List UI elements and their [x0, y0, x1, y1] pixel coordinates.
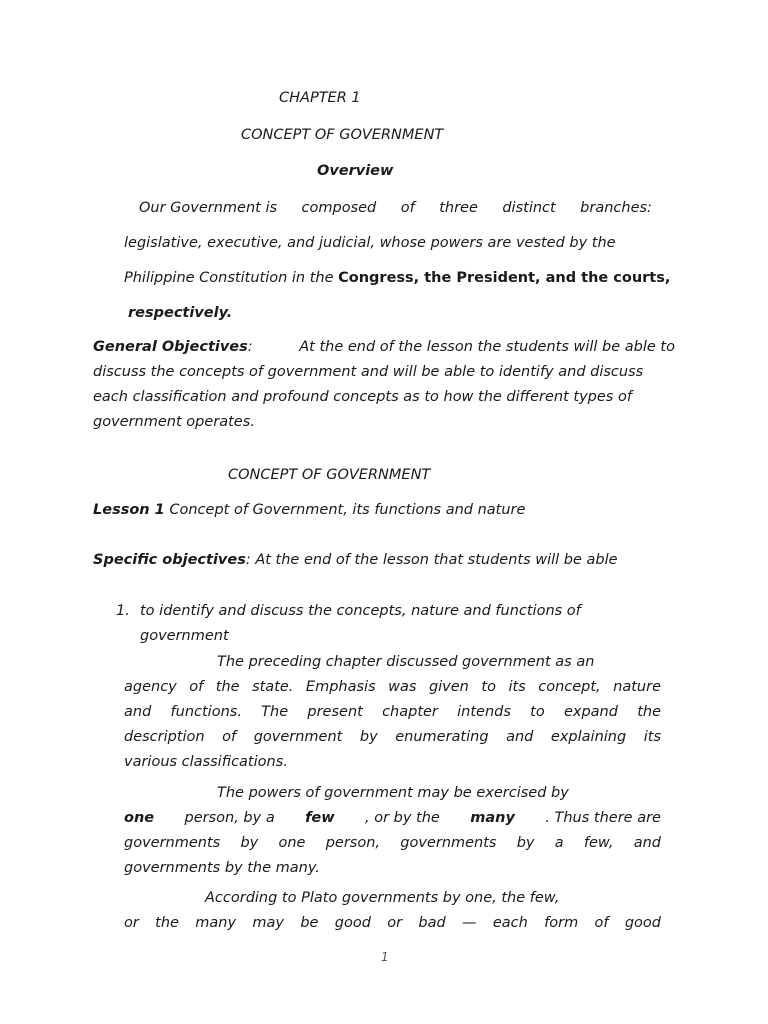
general-objectives-line-4: government operates. [93, 414, 255, 430]
general-objectives-line-2: discuss the concepts of government and will be able to identify and discuss [93, 364, 644, 380]
chapter-title: CONCEPT OF GOVERNMENT [241, 127, 444, 143]
emphasis-few: few [305, 810, 335, 826]
specific-objectives-text: : At the end of the lesson that students will be able [245, 552, 618, 568]
overview-word: distinct [502, 200, 556, 216]
specific-objectives-line [93, 550, 618, 570]
list-item-number: 1. [116, 603, 130, 619]
paragraph1-line-1: The preceding chapter discussed government as an [217, 654, 595, 670]
overview-line-2: legislative, executive, and judicial, whose powers are vested by the [124, 235, 616, 251]
overview-word: branches: [580, 200, 652, 216]
paragraph2-line-2 [124, 808, 661, 828]
paragraph1-line-3: and functions. The present chapter intends to expand the [124, 704, 661, 720]
lesson-line [93, 500, 525, 520]
overview-word: of [400, 200, 415, 216]
overview-word: three [439, 200, 478, 216]
overview-branches: Congress, the President, and the courts, [338, 270, 671, 286]
paragraph1-line-2: agency of the state. Emphasis was given to its concept, nature [124, 679, 661, 695]
general-objectives-line-1 [93, 337, 675, 357]
overview-line-4: respectively. [128, 305, 233, 321]
specific-objectives-label: Specific objectives [93, 552, 246, 568]
section-title: CONCEPT OF GOVERNMENT [228, 467, 431, 483]
overview-line-1 [139, 198, 652, 218]
general-objectives-label: General Objectives [93, 339, 248, 355]
paragraph2-text: , or by the [365, 810, 440, 826]
overview-line-3 [124, 268, 670, 288]
paragraph3-line-2: or the many may be good or bad — each form of good [124, 915, 661, 931]
overview-word: composed [301, 200, 377, 216]
general-objectives-line-3: each classification and profound concepts as to how the different types of [93, 389, 632, 405]
lesson-text: Concept of Government, its functions and nature [164, 502, 526, 518]
overview-word: Our Government is [139, 200, 278, 216]
paragraph3-line-1: According to Plato governments by one, the few, [205, 890, 560, 906]
general-objectives-text: At the end of the lesson the students will be able to [299, 339, 675, 355]
paragraph2-line-3: governments by one person, governments by a few, and [124, 835, 661, 851]
paragraph2-line-4: governments by the many. [124, 860, 320, 876]
list-item-line-2: government [140, 628, 229, 644]
paragraph2-text: person, by a [184, 810, 275, 826]
paragraph2-text: . Thus there are [545, 810, 661, 826]
lesson-label: Lesson 1 [93, 502, 165, 518]
overview-text: Philippine Constitution in the [124, 270, 339, 286]
paragraph2-line-1: The powers of government may be exercised by [217, 785, 569, 801]
emphasis-one: one [124, 810, 155, 826]
paragraph1-line-5: various classifications. [124, 754, 288, 770]
overview-heading: Overview [317, 163, 394, 179]
paragraph1-line-4: description of government by enumerating and explaining its [124, 729, 661, 745]
chapter-label: CHAPTER 1 [279, 90, 361, 106]
list-item-line-1: to identify and discuss the concepts, nature and functions of [140, 603, 581, 619]
emphasis-many: many [470, 810, 515, 826]
colon: : [247, 339, 253, 355]
page-number: 1 [381, 950, 389, 964]
